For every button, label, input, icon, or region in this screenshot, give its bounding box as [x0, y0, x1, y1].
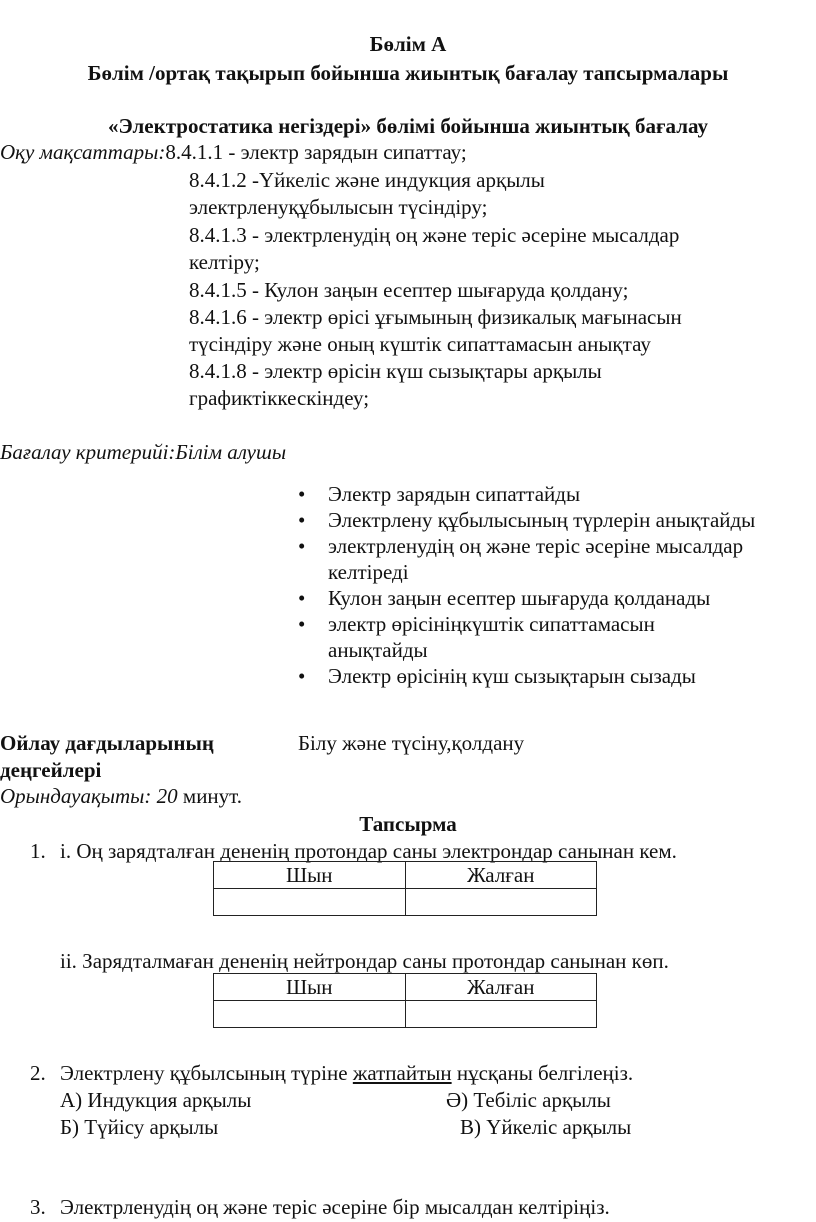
thinking-label-line2: деңгейлері	[0, 758, 102, 782]
objective-line: 8.4.1.6 - электр өрісі ұғымының физикалық мағынасын	[189, 305, 682, 329]
q2-text: Электрлену құбылсының түріне жатпайтын нұсқаны белгілеңіз.	[60, 1061, 634, 1085]
criteria-item: • Электр зарядын сипаттайды	[298, 481, 755, 507]
objective-line: 8.4.1.5 - Кулон заңын есептер шығаруда қолдану;	[189, 278, 629, 302]
objectives-first-line	[0, 139, 467, 165]
q2-option-v[interactable]: В) Үйкеліс арқылы	[460, 1115, 632, 1139]
false-header: Жалған	[405, 862, 597, 889]
objective-line: 8.4.1.3 - электрленудің оң және теріс әсеріне мысалдар	[189, 223, 680, 247]
criteria-item: • Электр өрісінің күш сызықтарын сызады	[298, 663, 755, 689]
false-answer-cell[interactable]	[405, 1001, 597, 1028]
true-answer-cell[interactable]	[214, 889, 406, 916]
criteria-item: • электр өрісініңкүштік сипаттамасын анықтайды	[298, 611, 755, 663]
section-subtitle: Бөлім /ортақ тақырып бойынша жиынтық бағалау тапсырмалары	[87, 61, 729, 85]
q2-option-b[interactable]: Б) Түйісу арқылы	[60, 1115, 219, 1139]
objective-line: келтіру;	[189, 250, 260, 274]
objective-line: 8.4.1.2 -Үйкеліс және индукция арқылы	[189, 168, 545, 192]
q1-part-ii: іі. Зарядталмаған дененің нейтрондар саны протондар санынан көп.	[60, 949, 669, 973]
task-title: Тапсырма	[359, 812, 457, 836]
criteria-item: • Кулон заңын есептер шығаруда қолданады	[298, 585, 755, 611]
q1-part-i: і. Оң зарядталған дененің протондар саны электрондар санынан кем.	[60, 839, 677, 863]
false-answer-cell[interactable]	[405, 889, 597, 916]
section-title: Бөлім А	[369, 32, 447, 56]
assessment-title: «Электростатика негіздері» бөлімі бойынша жиынтық бағалау	[108, 114, 708, 138]
objective-line: электрленуқұбылысын түсіндіру;	[189, 195, 488, 219]
thinking-label-line1: Ойлау дағдыларының	[0, 731, 215, 755]
q2-number: 2.	[30, 1061, 46, 1085]
criteria-item: • электрленудің оң және теріс әсеріне мысалдар келтіреді	[298, 533, 755, 585]
objective-line: 8.4.1.8 - электр өрісін күш сызықтары арқылы	[189, 359, 602, 383]
q2-option-ae[interactable]: Ә) Тебіліс арқылы	[446, 1088, 611, 1112]
objective-item: 8.4.1.1 - электр зарядын сипаттау;	[165, 140, 467, 164]
q1-ii-answer-table	[213, 973, 597, 1028]
true-header: Шын	[214, 862, 406, 889]
criteria-label: Бағалау критерийі:Білім алушы	[0, 440, 287, 464]
criteria-list	[298, 481, 755, 689]
objective-line: түсіндіру және оның күштік сипаттамасын анықтау	[189, 332, 651, 356]
thinking-value: Білу және түсіну,қолдану	[298, 731, 525, 755]
time-unit: минут.	[177, 784, 243, 808]
true-answer-cell[interactable]	[214, 1001, 406, 1028]
time-line	[0, 783, 242, 809]
q1-number: 1.	[30, 839, 46, 863]
true-header: Шын	[214, 974, 406, 1001]
criteria-item: • Электрлену құбылысының түрлерін анықтайды	[298, 507, 755, 533]
q1-i-answer-table	[213, 861, 597, 916]
objective-line: графиктіккескіндеу;	[189, 386, 370, 410]
q3-number: 3.	[30, 1195, 46, 1219]
time-label: Орындауақыты: 20	[0, 784, 178, 808]
q2-option-a[interactable]: А) Индукция арқылы	[60, 1088, 252, 1112]
false-header: Жалған	[405, 974, 597, 1001]
objectives-label: Оқу мақсаттары:	[0, 140, 166, 164]
q3-text: Электрленудің оң және теріс әсеріне бір мысалдан келтіріңіз.	[60, 1195, 610, 1219]
q2-underlined-word: жатпайтын	[352, 1061, 452, 1085]
